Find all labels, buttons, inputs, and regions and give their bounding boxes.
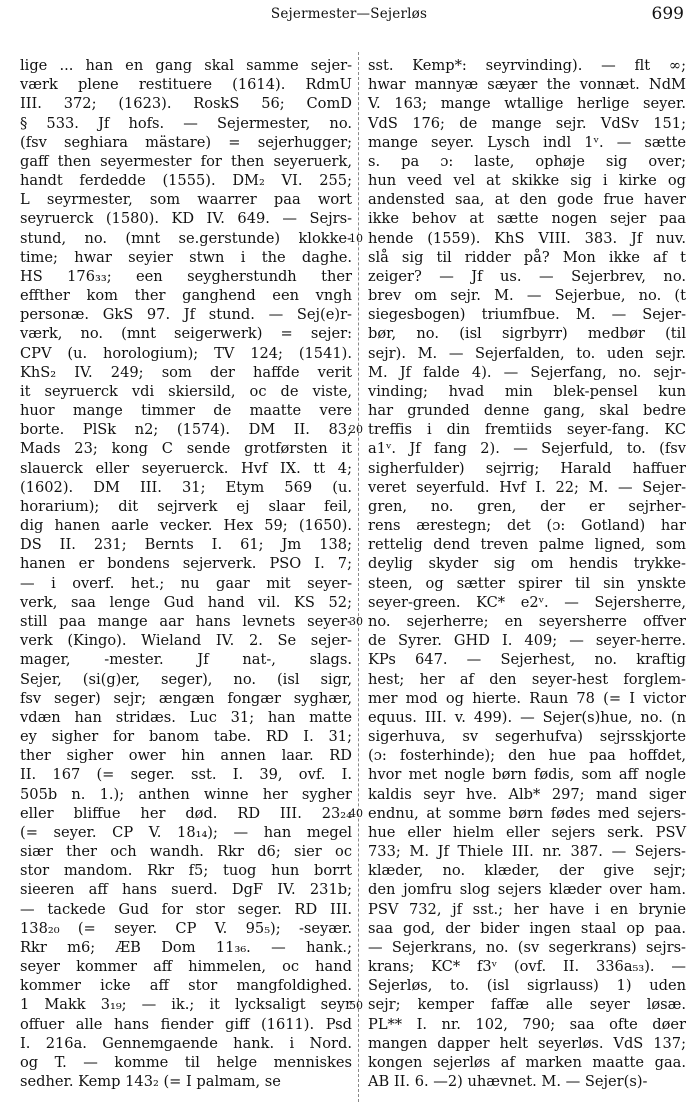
text-line: kommer icke aff stor mangfoldighed. bbox=[20, 977, 352, 995]
right-column bbox=[368, 56, 686, 1091]
text-line: slå sig til ridder på? Mon ikke af t bbox=[368, 248, 686, 266]
text-line: PSV 732, jf sst.; her have i en brynie bbox=[368, 900, 686, 918]
text-line: saa god, der bider ingen staal op paa. bbox=[368, 919, 686, 937]
text-line: vdæn han stridæs. Luc 31; han matte bbox=[20, 708, 352, 726]
text-line: V. 163; mange wtallige herlige seyer. bbox=[368, 95, 686, 113]
text-line: (= seyer. CP V. 18₁₄); — han megel bbox=[20, 823, 352, 841]
text-line: stor mandom. Rkr f5; tuog hun borrt bbox=[20, 862, 352, 880]
text-line: Sejer, (si(g)er, seger), no. (isl sigr, bbox=[20, 670, 352, 688]
text-line: den jomfru slog sejers klæder over ham. bbox=[368, 881, 686, 899]
text-line: PL** I. nr. 102, 790; saa ofte døer bbox=[368, 1015, 686, 1033]
text-line: dig hanen aarle vecker. Hex 59; (1650). bbox=[20, 517, 352, 535]
text-line: rens ærestegn; det (ɔ: Gotland) har bbox=[368, 517, 686, 535]
text-line: Mads 23; kong C sende grotførsten it bbox=[20, 440, 352, 458]
text-line: 138₂₀ (= seyer. CP V. 95₅); -seyær. bbox=[20, 919, 352, 937]
text-line: seyer kommer aff himmelen, oc hand bbox=[20, 958, 352, 976]
text-line: verk (Kingo). Wieland IV. 2. Se sejer- bbox=[20, 632, 352, 650]
text-line: a1ᵛ. Jf fang 2). — Sejerfuld, to. (fsv bbox=[368, 440, 686, 458]
text-line: hest; her af den seyer-hest forglem- bbox=[368, 670, 686, 688]
text-line: sigherfulder) sejrrig; Harald haffuer bbox=[368, 459, 686, 477]
text-line: gaff then seyermester for then seyeruerk, bbox=[20, 152, 352, 170]
text-line: (1602). DM III. 31; Etym 569 (u. bbox=[20, 478, 352, 496]
text-line: — Sejerkrans, no. (sv segerkrans) sejrs- bbox=[368, 938, 686, 956]
text-line: krans; KC* f3ᵛ (ovf. II. 336a₅₃). — bbox=[368, 958, 686, 976]
text-line: (ɔ: fosterhinde); den hue paa hoffdet, bbox=[368, 747, 686, 765]
text-line: slauerck eller seyeruerck. Hvf IX. tt 4; bbox=[20, 459, 352, 477]
text-line: veret seyerfuld. Hvf I. 22; M. — Sejer- bbox=[368, 478, 686, 496]
text-line: og T. — komme til helge menniskes bbox=[20, 1053, 352, 1071]
running-head bbox=[0, 4, 698, 30]
text-line: huor mange timmer de maatte vere bbox=[20, 402, 352, 420]
text-line: værk plene restituere (1614). RdmU bbox=[20, 76, 352, 94]
text-line: verk, saa lenge Gud hand vil. KS 52; bbox=[20, 593, 352, 611]
text-line: andensted saa, at den gode frue haver bbox=[368, 191, 686, 209]
text-line: § 533. Jf hofs. — Sejermester, no. bbox=[20, 114, 352, 132]
text-line: handt ferdedde (1555). DM₂ VI. 255; bbox=[20, 172, 352, 190]
text-line: sigerhuva, sv segerhufva) sejrsskjorte bbox=[368, 728, 686, 746]
line-number: 20 bbox=[349, 423, 363, 437]
text-line: har grunded denne gang, skal bedre bbox=[368, 402, 686, 420]
text-line: KPs 647. — Sejerhest, no. kraftig bbox=[368, 651, 686, 669]
text-line: — tackede Gud for stor seger. RD III. bbox=[20, 900, 352, 918]
text-line: mer mod og hierte. Raun 78 (= I victor bbox=[368, 689, 686, 707]
line-number: 40 bbox=[349, 807, 363, 821]
text-line: hun veed vel at skikke sig i kirke og bbox=[368, 172, 686, 190]
text-line: HS 176₃₃; een seygherstundh ther bbox=[20, 267, 352, 285]
text-line: treffis i din fremtiids seyer-fang. KC bbox=[368, 421, 686, 439]
text-line: værk, no. (mnt seigerwerk) = sejer: bbox=[20, 325, 352, 343]
text-line: gren, no. gren, der er sejrher- bbox=[368, 497, 686, 515]
text-line: kaldis seyr hve. Alb* 297; mand siger bbox=[368, 785, 686, 803]
text-line: seyruerck (1580). KD IV. 649. — Sejrs- bbox=[20, 210, 352, 228]
text-line: effther kom ther ganghend een vngh bbox=[20, 287, 352, 305]
text-line: borte. PlSk n2; (1574). DM II. 83; bbox=[20, 421, 352, 439]
text-line: bør, no. (isl sigrbyrr) medbør (til bbox=[368, 325, 686, 343]
text-line: equus. III. v. 499). — Sejer(s)hue, no. (n bbox=[368, 708, 686, 726]
text-line: lige ... han en gang skal samme sejer- bbox=[20, 57, 352, 74]
text-line: steen, og sætter spirer til sin ynskte bbox=[368, 574, 686, 592]
text-line: — i overf. het.; nu gaar mit seyer- bbox=[20, 574, 352, 592]
text-line: horarium); dit sejrverk ej slaar feil, bbox=[20, 497, 352, 515]
page-number: 699 bbox=[651, 4, 684, 24]
text-line: hue eller hielm eller sejers serk. PSV bbox=[368, 823, 686, 841]
text-line: rettelig dend treven palme ligned, som bbox=[368, 536, 686, 554]
text-line: Rkr m6; ÆB Dom 11₃₆. — hank.; bbox=[20, 938, 352, 956]
text-line: 1 Makk 3₁₉; — ik.; it lycksaligt seyr bbox=[20, 996, 352, 1014]
column-divider bbox=[358, 52, 360, 1102]
text-line: I. 216a. Gennemgaende hank. i Nord. bbox=[20, 1034, 352, 1052]
text-line: III. 372; (1623). RoskS 56; ComD bbox=[20, 95, 352, 113]
text-line: deylig skyder sig om hendis trykke- bbox=[368, 555, 686, 573]
text-line: sejr). M. — Sejerfalden, to. uden sejr. bbox=[368, 344, 686, 362]
text-line: 733; M. Jf Thiele III. nr. 387. — Sejers- bbox=[368, 843, 686, 861]
text-line: CPV (u. horologium); TV 124; (1541). bbox=[20, 344, 352, 362]
text-line: eller bliffue her død. RD III. 23₂₄ bbox=[20, 804, 352, 822]
text-line: ey sigher for banom tabe. RD I. 31; bbox=[20, 728, 352, 746]
text-line: AB II. 6. —2) uhævnet. M. — Sejer(s)- bbox=[368, 1073, 648, 1091]
text-line: vinding; hvad min blek-pensel kun bbox=[368, 382, 686, 400]
text-line: Sejerløs, to. (isl sigrlauss) 1) uden bbox=[368, 977, 686, 995]
text-line: DS II. 231; Bernts I. 61; Jm 138; bbox=[20, 536, 352, 554]
text-line: mange seyer. Lysch indl 1ᵛ. — sætte bbox=[368, 133, 686, 151]
text-line: sejr; kemper faffæ alle seyer løsæ. bbox=[368, 996, 686, 1014]
running-title: Sejermester—Sejerløs bbox=[270, 6, 428, 22]
text-line: hanen er bondens sejerverk. PSO I. 7; bbox=[20, 555, 352, 573]
text-line: zeiger? — Jf us. — Sejerbrev, no. bbox=[368, 267, 686, 285]
text-line: offuer alle hans fiender giff (1611). Psd bbox=[20, 1015, 352, 1033]
text-line: s. pa ɔ: laste, ophøje sig over; bbox=[368, 152, 686, 170]
text-line: de Syrer. GHD I. 409; — seyer-herre. bbox=[368, 632, 686, 650]
text-line: still paa mange aar hans levnets seyer- bbox=[20, 612, 352, 630]
text-line: siær ther och wandh. Rkr d6; sier oc bbox=[20, 843, 352, 861]
text-line: endnu, at somme børn fødes med sejers- bbox=[368, 804, 686, 822]
text-line: brev om sejr. M. — Sejerbue, no. (t bbox=[368, 287, 686, 305]
text-line: VdS 176; de mange sejr. VdSv 151; bbox=[368, 114, 686, 132]
text-line: hende (1559). KhS VIII. 383. Jf nuv. bbox=[368, 229, 686, 247]
text-line: mager, -mester. Jf nat-, slags. bbox=[20, 651, 352, 669]
text-line: sst. Kemp*: seyrvinding). — flt ∞; bbox=[368, 57, 686, 74]
text-line: seyer-green. KC* e2ᵛ. — Sejersherre, bbox=[368, 593, 686, 611]
text-line: ikke behov at sætte nogen sejer paa bbox=[368, 210, 686, 228]
text-line: time; hwar seyier stwn i the daghe. bbox=[20, 248, 352, 266]
text-line: hwar mannyæ sæyær the vonnæt. NdM bbox=[368, 76, 686, 94]
text-line: mangen dapper helt seyerløs. VdS 137; bbox=[368, 1034, 686, 1052]
text-line: personæ. GkS 97. Jf stund. — Sej(e)r- bbox=[20, 306, 352, 324]
left-column bbox=[20, 56, 352, 1091]
text-line: L seyrmester, som waarrer paa wort bbox=[20, 191, 352, 209]
line-number: 30 bbox=[349, 615, 363, 629]
text-line: M. Jf falde 4). — Sejerfang, no. sejr- bbox=[368, 363, 686, 381]
text-line: II. 167 (= seger. sst. I. 39, ovf. I. bbox=[20, 766, 352, 784]
text-line: stund, no. (mnt se.gerstunde) klokke- bbox=[20, 229, 352, 247]
line-number: 50 bbox=[349, 998, 363, 1012]
text-line: klæder, no. klæder, der give sejr; bbox=[368, 862, 686, 880]
text-line: it seyruerck vdi skiersild, oc de viste, bbox=[20, 382, 352, 400]
text-line: no. sejerherre; en seyersherre offver bbox=[368, 612, 686, 630]
text-line: hvor met nogle børn fødis, som aff nogle bbox=[368, 766, 686, 784]
text-line: siegesbogen) triumfbue. M. — Sejer- bbox=[368, 306, 686, 324]
text-line: ther sigher ower hin annen laar. RD bbox=[20, 747, 352, 765]
line-number: 10 bbox=[349, 231, 363, 245]
text-line: fsv seger) sejr; ængæn fongær syghær, bbox=[20, 689, 352, 707]
text-line: sedher. Kemp 143₂ (= I palmam, se bbox=[20, 1073, 281, 1091]
text-line: kongen sejerløs af marken maatte gaa. bbox=[368, 1053, 686, 1071]
text-line: sieeren aff hans suerd. DgF IV. 231b; bbox=[20, 881, 352, 899]
text-line: 505b n. 1.); anthen winne her sygher bbox=[20, 785, 352, 803]
text-line: KhS₂ IV. 249; som der haffde verit bbox=[20, 363, 352, 381]
text-line: (fsv seghiara mästare) = sejerhugger; bbox=[20, 133, 352, 151]
